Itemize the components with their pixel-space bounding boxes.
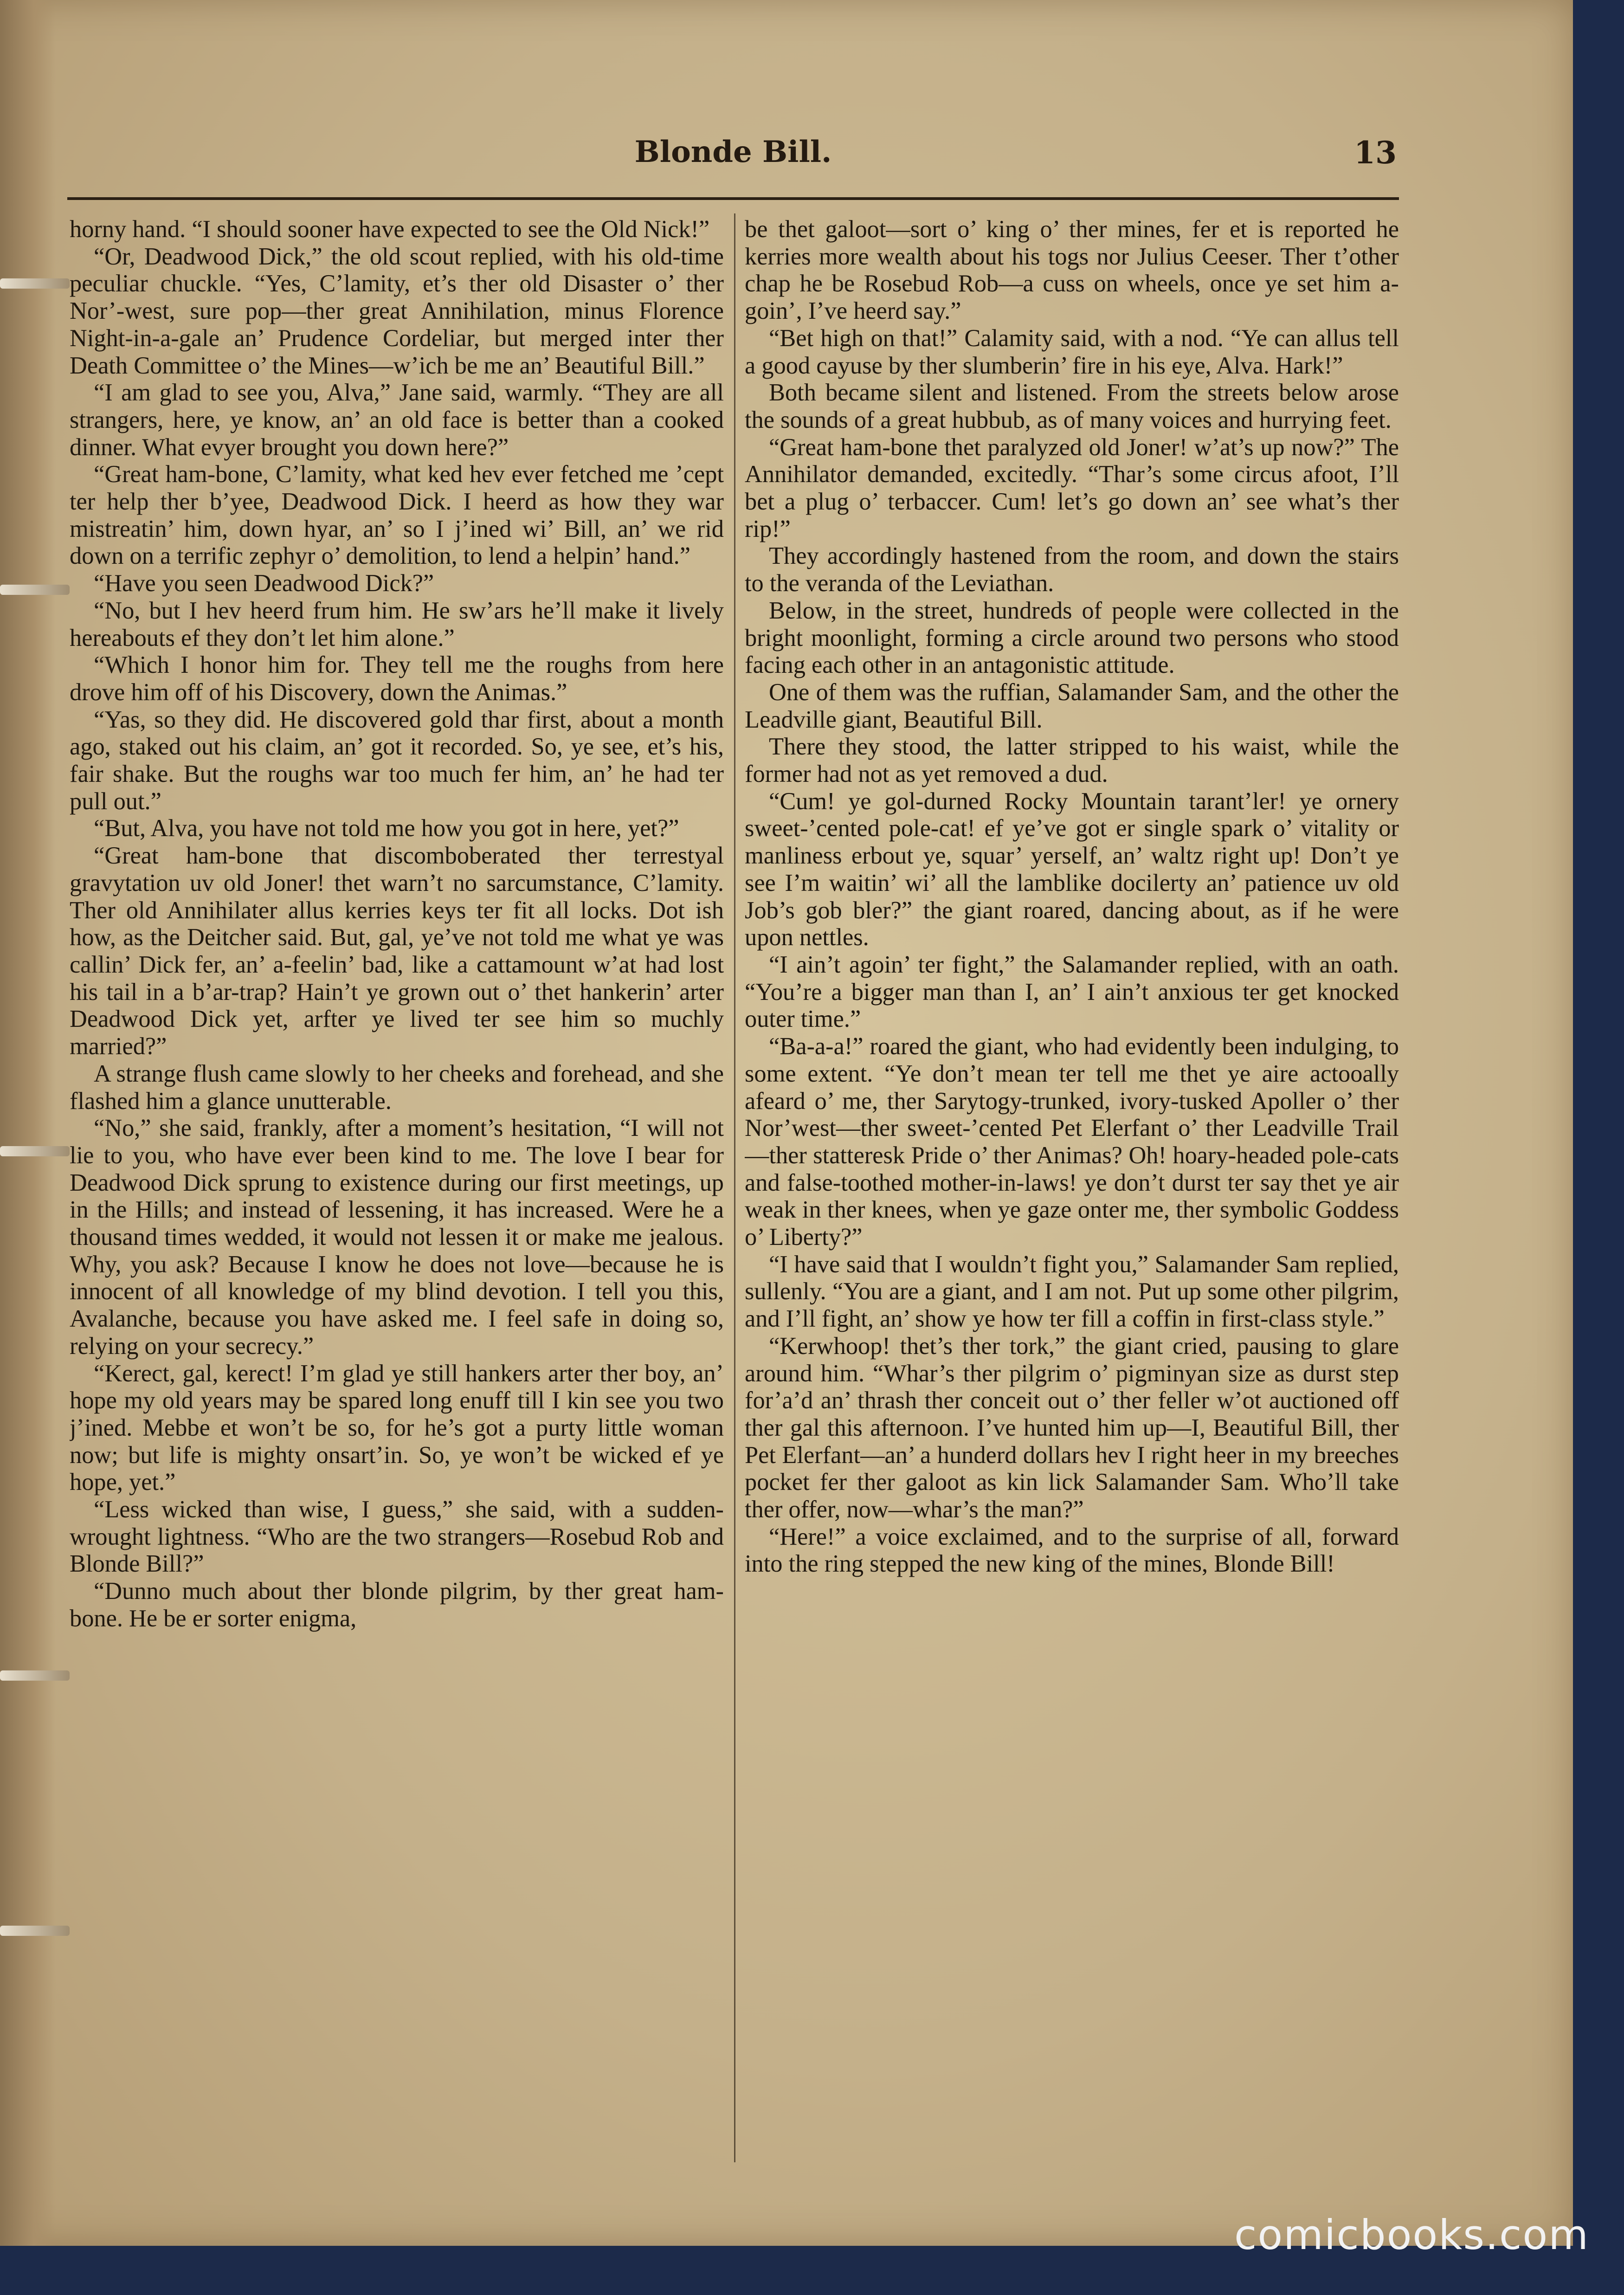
paragraph: “Dunno much about ther blonde pilgrim, by ther great ham-bone. He be er sorter enigma,: [70, 1578, 724, 1632]
paragraph: “Yas, so they did. He discovered gold thar first, about a month ago, staked out his claim, an’ got it recorded. So, ye see, et’s his, fair shake. But the roughs war too much fer him, an’ he had ter pull out.”: [70, 706, 724, 815]
paragraph: be thet galoot—sort o’ king o’ ther mines, fer et is reported he kerries more wealth about his togs nor Julius Ceeser. Ther t’other chap he be Rosebud Rob—a cuss on wheels, once ye set him a-goin’, I’ve heerd say.”: [745, 216, 1399, 325]
paragraph: “Cum! ye gol-durned Rocky Mountain tarant’ler! ye ornery sweet-’cented pole-cat! ef ye’ve got er single spark o’ vitality or manliness erbout ye, squar’ yerself, an’ waltz right up! Don’t ye see I’m waitin’ wi’ all the lamblike docilerty an’ patience uv old Job’s gob bler?” the giant roared, dancing about, as if he were upon nettles.: [745, 787, 1399, 951]
paragraph: There they stood, the latter stripped to his waist, while the former had not as yet removed a dud.: [745, 733, 1399, 788]
paragraph: “Bet high on that!” Calamity said, with a nod. “Ye can allus tell a good cayuse by ther slumberin’ fire in his eye, Alva. Hark!”: [745, 324, 1399, 379]
binding-stitch: [0, 1926, 70, 1936]
paragraph: “Great ham-bone, C’lamity, what ked hev ever fetched me ’cept ter help ther b’yee, Deadwood Dick. I heerd as how they war mistreatin’ him, down hyar, an’ so I j’ined wi’ Bill, an’ we rid down on a terrific zephyr o’ demolition, to lend a helpin’ hand.”: [70, 461, 724, 570]
binding-gutter: [0, 0, 56, 2246]
binding-stitch: [0, 278, 70, 289]
paragraph: “Have you seen Deadwood Dick?”: [94, 570, 434, 597]
paragraph: “Ba-a-a!” roared the giant, who had evidently been indulging, to some extent. “Ye don’t mean ter tell me thet ye aire actooally afeard o’ me, ther Sarytogy-trunked, ivory-tusked Apoller o’ ther Nor’west—ther sweet-’cented Pet Elerfant o’ ther Leadville Trail—ther statteresk Pride o’ ther Animas? Oh! hoary-headed pole-cats and false-toothed mother-in-laws! ye don’t durst ter say thet ye air weak in ther knees, when ye gaze onter me, ther symbolic Goddess o’ Liberty?”: [745, 1033, 1399, 1251]
paragraph: “Kerect, gal, kerect! I’m glad ye still hankers arter ther boy, an’ hope my old years may be spared long enuff till I kin see you two j’ined. Mebbe et won’t be so, for he’s got a purty little woman now; but life is mighty onsart’in. So, ye won’t be wicked ef ye hope, yet.”: [70, 1360, 724, 1496]
binding-stitch: [0, 1146, 70, 1156]
paragraph: “Great ham-bone that discomboberated ther terrestyal gravytation uv old Joner! thet warn’t no sarcumstance, C’lamity. Ther old Annihilater allus kerries keys ter fit all locks. Dot ish how, as the Deitcher said. But, gal, ye’ve not told me what ye was callin’ Dick fer, an’ a-feelin’ bad, like a cattamount w’at had lost his tail in a b’ar-trap? Hain’t ye grown out o’ thet hankerin’ arter Deadwood Dick yet, arfter ye lived ter see him so muchly married?”: [70, 842, 724, 1060]
paragraph: horny hand. “I should sooner have expected to see the Old Nick!”: [70, 216, 710, 243]
paragraph: “Which I honor him for. They tell me the roughs from here drove him off of his Discovery, down the Animas.”: [70, 651, 724, 706]
running-title: Blonde Bill.: [634, 135, 832, 169]
paragraph: Both became silent and listened. From the streets below arose the sounds of a great hubbub, as of many voices and hurrying feet.: [745, 379, 1399, 433]
paragraph: “Kerwhoop! thet’s ther tork,” the giant cried, pausing to glare around him. “Whar’s ther pilgrim o’ pigminyan size as durst step for’a’d an’ thrash ther conceit out o’ ther feller w’ot auctioned off ther gal this afternoon. I’ve hunted him up—I, Beautiful Bill, ther Pet Elerfant—an’ a hunderd dollars hev I right heer in my breeches pocket fer ther galoot as kin lick Salamander Sam. Who’ll take ther offer, now—whar’s the man?”: [745, 1332, 1399, 1523]
paragraph: Below, in the street, hundreds of people were collected in the bright moonlight, forming a circle around two persons who stood facing each other in an antagonistic attitude.: [745, 597, 1399, 679]
paragraph: “I have said that I wouldn’t fight you,” Salamander Sam replied, sullenly. “You are a giant, and I am not. Put up some other pilgrim, and I’ll fight, an’ show ye how ter fill a coffin in first-class style.”: [745, 1251, 1399, 1333]
paragraph: “I ain’t agoin’ ter fight,” the Salamander replied, with an oath. “You’re a bigger man than I, an’ I ain’t anxious ter get knocked outer time.”: [745, 951, 1399, 1033]
page-number: 13: [1354, 135, 1397, 171]
paragraph: “Here!” a voice exclaimed, and to the surprise of all, forward into the ring stepped the new king of the mines, Blonde Bill!: [745, 1523, 1399, 1578]
column-divider: [734, 213, 735, 2162]
paragraph: One of them was the ruffian, Salamander Sam, and the other the Leadville giant, Beautiful Bill.: [745, 678, 1399, 733]
page-header: [70, 135, 1397, 181]
paragraph: “Less wicked than wise, I guess,” she said, with a sudden-wrought lightness. “Who are the two strangers—Rosebud Rob and Blonde Bill?”: [70, 1496, 724, 1578]
text-column-left: [70, 216, 724, 2174]
header-rule: [67, 197, 1399, 200]
paragraph: “No, but I hev heerd frum him. He sw’ars he’ll make it lively hereabouts ef they don’t let him alone.”: [70, 597, 724, 651]
paragraph: A strange flush came slowly to her cheeks and forehead, and she flashed him a glance unutterable.: [70, 1060, 724, 1115]
watermark: comicbooks.com: [1234, 2211, 1589, 2259]
paragraph: “Great ham-bone thet paralyzed old Joner! w’at’s up now?” The Annihilator demanded, excitedly. “Thar’s some circus afoot, I’ll bet a plug o’ terbaccer. Cum! let’s go down an’ see what’s ther rip!”: [745, 433, 1399, 542]
text-column-right: [745, 216, 1399, 2174]
binding-stitch: [0, 1670, 70, 1681]
paragraph: “I am glad to see you, Alva,” Jane said, warmly. “They are all strangers, here, ye know, an’ an old face is better than a cooked dinner. What evyer brought you down here?”: [70, 379, 724, 461]
paragraph: “Or, Deadwood Dick,” the old scout replied, with his old-time peculiar chuckle. “Yes, C’lamity, et’s ther old Disaster o’ ther Nor’-west, sure pop—ther great Annihilation, minus Florence Night-in-a-gale an’ Prudence Cordeliar, but merged inter ther Death Committee o’ the Mines—w’ich be me an’ Beautiful Bill.”: [70, 243, 724, 379]
paragraph: They accordingly hastened from the room, and down the stairs to the veranda of the Leviathan.: [745, 542, 1399, 597]
paragraph: “But, Alva, you have not told me how you got in here, yet?”: [94, 815, 679, 842]
paragraph: “No,” she said, frankly, after a moment’s hesitation, “I will not lie to you, who have ever been kind to me. The love I bear for Deadwood Dick sprung to existence during our first meetings, up in the Hills; and instead of lessening, it has increased. Were he a thousand times wedded, it would not lessen it or make me jealous. Why, you ask? Because I know he does not love—because he is innocent of all knowledge of my blind devotion. I tell you this, Avalanche, because you have asked me. I feel safe in doing so, relying on your secrecy.”: [70, 1115, 724, 1360]
binding-stitch: [0, 585, 70, 595]
